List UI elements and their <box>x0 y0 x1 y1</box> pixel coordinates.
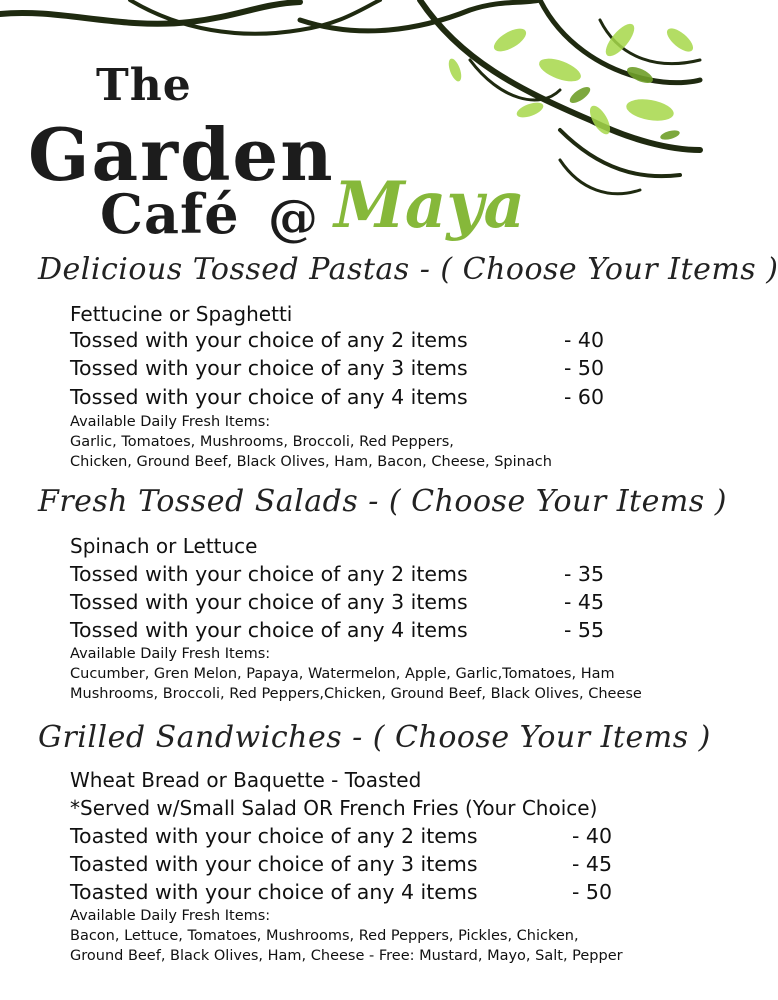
available-line: Bacon, Lettuce, Tomatoes, Mushrooms, Red Peppers, Pickles, Chicken, <box>70 928 579 944</box>
item-price: - 35 <box>564 562 604 586</box>
section-title: Delicious Tossed Pastas - ( Choose Your Items ) <box>38 252 778 287</box>
menu-item <box>70 824 630 852</box>
available-label: Available Daily Fresh Items: <box>70 646 271 662</box>
logo-cafe: Café <box>100 182 240 246</box>
section-title: Grilled Sandwiches - ( Choose Your Items ) <box>38 720 711 755</box>
menu-item <box>70 562 630 590</box>
cafe-logo <box>0 0 560 260</box>
available-items <box>70 412 552 472</box>
available-line: Chicken, Ground Beef, Black Olives, Ham, Bacon, Cheese, Spinach <box>70 454 552 470</box>
item-price: - 55 <box>564 618 604 642</box>
item-description: Tossed with your choice of any 2 items <box>70 562 468 586</box>
menu-item <box>70 880 630 908</box>
available-items <box>70 906 623 966</box>
available-label: Available Daily Fresh Items: <box>70 414 271 430</box>
item-price: - 40 <box>564 328 604 352</box>
menu-item <box>70 385 630 413</box>
logo-maya: Maya <box>334 168 525 243</box>
item-description: Tossed with your choice of any 3 items <box>70 356 468 380</box>
item-description: Toasted with your choice of any 2 items <box>70 824 478 848</box>
logo-at: @ <box>268 188 319 247</box>
section-subtitle: Wheat Bread or Baquette - Toasted <box>70 768 422 792</box>
available-line: Mushrooms, Broccoli, Red Peppers,Chicken, Ground Beef, Black Olives, Cheese <box>70 686 642 702</box>
menu-item <box>70 618 630 646</box>
item-price: - 40 <box>572 824 612 848</box>
section-note: *Served w/Small Salad OR French Fries (Your Choice) <box>70 796 598 820</box>
item-price: - 60 <box>564 385 604 409</box>
menu-item <box>70 328 630 356</box>
item-description: Tossed with your choice of any 2 items <box>70 328 468 352</box>
item-description: Toasted with your choice of any 3 items <box>70 852 478 876</box>
item-price: - 50 <box>572 880 612 904</box>
logo-garden: Garden <box>28 112 335 197</box>
logo-the: The <box>96 60 192 111</box>
item-description: Tossed with your choice of any 4 items <box>70 618 468 642</box>
item-price: - 45 <box>572 852 612 876</box>
available-line: Garlic, Tomatoes, Mushrooms, Broccoli, Red Peppers, <box>70 434 454 450</box>
item-description: Tossed with your choice of any 4 items <box>70 385 468 409</box>
available-items <box>70 644 642 704</box>
section-subtitle: Spinach or Lettuce <box>70 534 258 558</box>
menu-item <box>70 852 630 880</box>
item-price: - 45 <box>564 590 604 614</box>
available-line: Ground Beef, Black Olives, Ham, Cheese - Free: Mustard, Mayo, Salt, Pepper <box>70 948 623 964</box>
item-description: Tossed with your choice of any 3 items <box>70 590 468 614</box>
menu-item <box>70 356 630 384</box>
item-description: Toasted with your choice of any 4 items <box>70 880 478 904</box>
section-subtitle: Fettucine or Spaghetti <box>70 302 293 326</box>
item-price: - 50 <box>564 356 604 380</box>
menu-item <box>70 590 630 618</box>
available-label: Available Daily Fresh Items: <box>70 908 271 924</box>
available-line: Cucumber, Gren Melon, Papaya, Watermelon, Apple, Garlic,Tomatoes, Ham <box>70 666 615 682</box>
section-title: Fresh Tossed Salads - ( Choose Your Items ) <box>38 484 727 519</box>
